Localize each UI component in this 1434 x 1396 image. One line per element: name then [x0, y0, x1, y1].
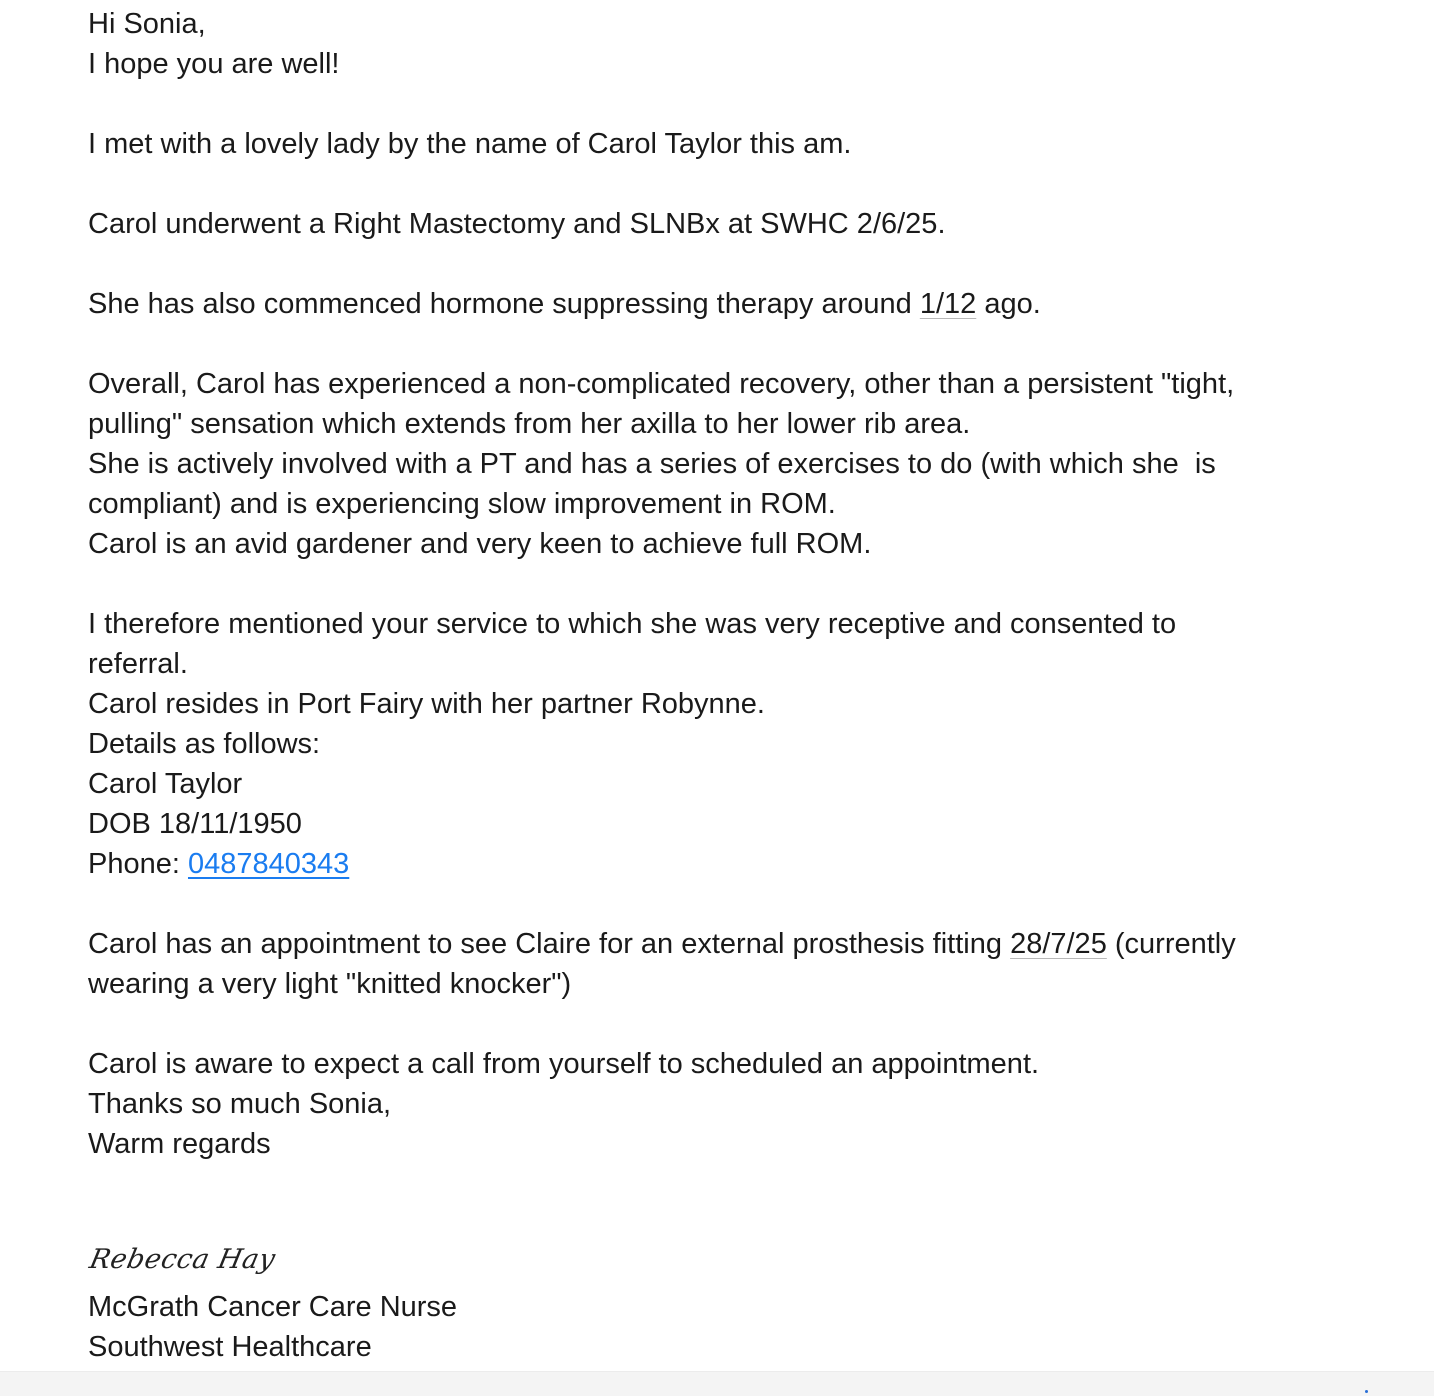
phone-number-link[interactable]: 0487840343 [187, 848, 350, 880]
patient-name: Carol Taylor [88, 768, 243, 800]
paragraph-pt-line-1: She is actively involved with a PT and has a series of exercises to do (with which she is [88, 448, 1216, 480]
paragraph-appointment-line-1 [88, 924, 1378, 964]
paragraph-call: Carol is aware to expect a call from yourself to scheduled an appointment. [88, 1048, 1040, 1080]
greeting: Hi Sonia, [88, 8, 206, 40]
indicator-dot-icon [1365, 1390, 1368, 1393]
spacer [88, 84, 1378, 124]
signature-role: McGrath Cancer Care Nurse [88, 1291, 458, 1323]
spacer [88, 164, 1378, 204]
hormone-text-after: ago. [976, 288, 1041, 320]
thanks-line: Thanks so much Sonia, [88, 1088, 392, 1120]
paragraph-resides: Carol resides in Port Fairy with her partner Robynne. [88, 688, 765, 720]
paragraph-surgery: Carol underwent a Right Mastectomy and SLNBx at SWHC 2/6/25. [88, 208, 946, 240]
spacer [88, 564, 1378, 604]
appointment-text-before: Carol has an appointment to see Claire for an external prosthesis fitting [88, 928, 1011, 960]
handwritten-signature: Rebecca Hay [86, 1244, 279, 1275]
spacer [88, 244, 1378, 284]
paragraph-service-line-2: referral. [88, 648, 188, 680]
spacer [88, 324, 1378, 364]
bottom-bar [0, 1371, 1434, 1396]
paragraph-gardener: Carol is an avid gardener and very keen to achieve full ROM. [88, 528, 872, 560]
paragraph-service-line-1: I therefore mentioned your service to which she was very receptive and consented to [88, 608, 1177, 640]
paragraph-hormone [88, 284, 1378, 324]
email-body [88, 4, 1378, 1164]
regards-line: Warm regards [88, 1128, 271, 1160]
detected-date-link[interactable]: 28/7/25 [1010, 928, 1107, 960]
signature-block [88, 1287, 457, 1367]
paragraph-pt-line-2: compliant) and is experiencing slow improvement in ROM. [88, 488, 836, 520]
appointment-text-after: (currently [1106, 928, 1236, 960]
details-heading: Details as follows: [88, 728, 321, 760]
signature-organization: Southwest Healthcare [88, 1331, 372, 1363]
spacer [88, 884, 1378, 924]
detected-duration-link[interactable]: 1/12 [919, 288, 977, 320]
patient-phone [88, 844, 1378, 884]
paragraph-overall-line-1: Overall, Carol has experienced a non-complicated recovery, other than a persistent "tight, [88, 368, 1235, 400]
opening-line: I hope you are well! [88, 48, 340, 80]
hormone-text-before: She has also commenced hormone suppressing therapy around [88, 288, 920, 320]
paragraph-met: I met with a lovely lady by the name of Carol Taylor this am. [88, 128, 852, 160]
paragraph-appointment-line-2: wearing a very light "knitted knocker") [88, 968, 572, 1000]
patient-dob: DOB 18/11/1950 [88, 808, 302, 840]
phone-label: Phone: [88, 848, 188, 880]
paragraph-overall-line-2: pulling" sensation which extends from her axilla to her lower rib area. [88, 408, 971, 440]
spacer [88, 1004, 1378, 1044]
